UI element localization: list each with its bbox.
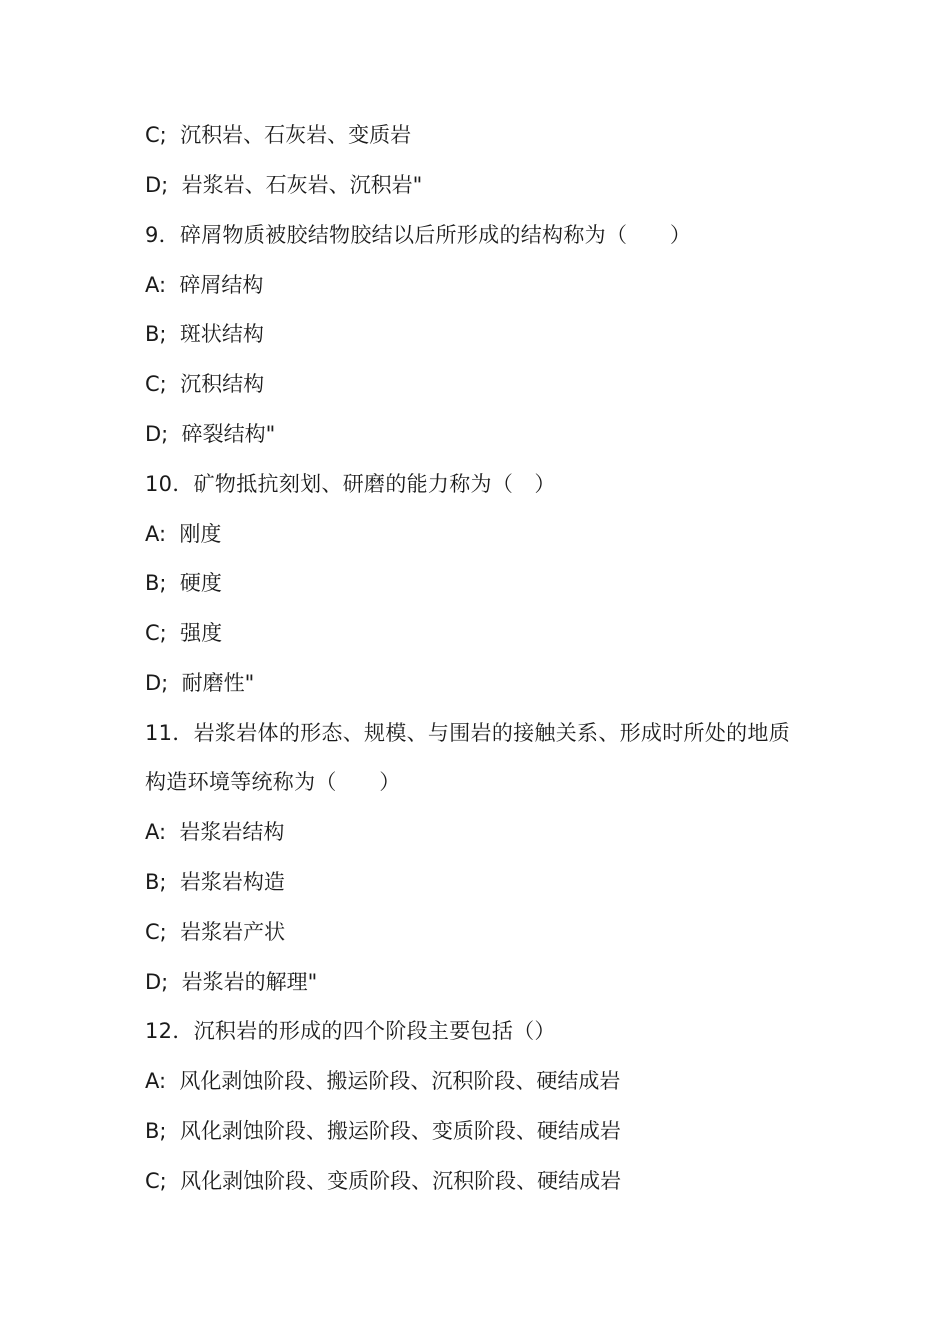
option-line: A: 碎屑结构 [145, 273, 264, 297]
option-line: D; 碎裂结构" [145, 422, 276, 446]
question-line: 9．碎屑物质被胶结物胶结以后所形成的结构称为（ ） [145, 223, 692, 247]
question-line: 构造环境等统称为（ ） [145, 770, 401, 794]
option-line: C; 沉积岩、石灰岩、变质岩 [145, 123, 412, 147]
option-line: C; 风化剥蚀阶段、变质阶段、沉积阶段、硬结成岩 [145, 1169, 622, 1193]
option-line: B; 岩浆岩构造 [145, 870, 285, 894]
option-line: C; 岩浆岩产状 [145, 920, 286, 944]
option-line: A: 风化剥蚀阶段、搬运阶段、沉积阶段、硬结成岩 [145, 1069, 621, 1093]
option-line: B; 风化剥蚀阶段、搬运阶段、变质阶段、硬结成岩 [145, 1119, 621, 1143]
option-line: D; 岩浆岩的解理" [145, 970, 318, 994]
question-line: 10．矿物抵抗刻划、研磨的能力称为（ ） [145, 472, 556, 496]
question-line: 11．岩浆岩体的形态、规模、与围岩的接触关系、形成时所处的地质 [145, 721, 791, 745]
option-line: D; 岩浆岩、石灰岩、沉积岩" [145, 173, 423, 197]
option-line: D; 耐磨性" [145, 671, 255, 695]
option-line: A: 刚度 [145, 522, 222, 546]
option-line: B; 斑状结构 [145, 322, 264, 346]
option-line: B; 硬度 [145, 571, 222, 595]
question-line: 12．沉积岩的形成的四个阶段主要包括（） [145, 1019, 556, 1043]
option-line: C; 强度 [145, 621, 223, 645]
option-line: A: 岩浆岩结构 [145, 820, 285, 844]
option-line: C; 沉积结构 [145, 372, 265, 396]
